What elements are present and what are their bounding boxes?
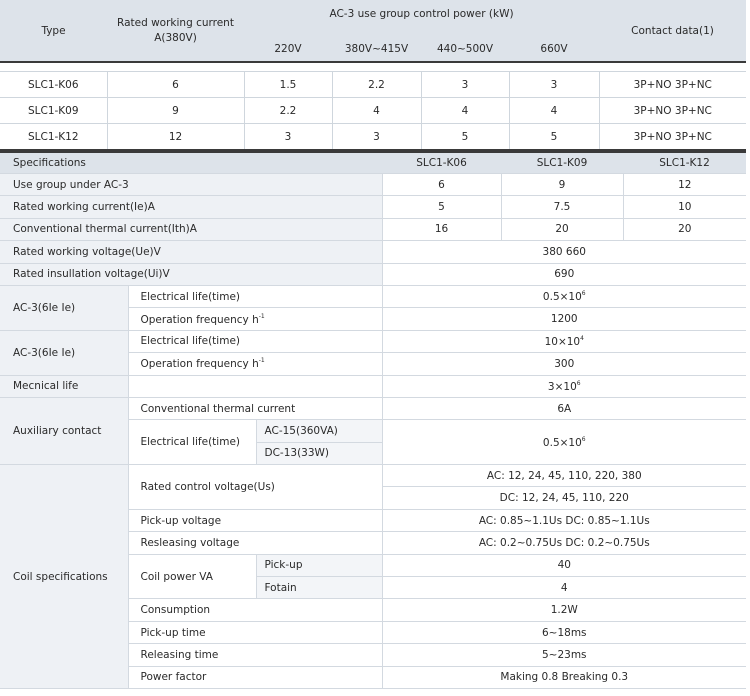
ac3-a-elec-life-value — [382, 285, 746, 307]
rated-current-k12: 10 — [623, 196, 746, 218]
ac3-b-elec-life-base: 10×10 — [544, 335, 581, 348]
ac3-a-label: AC-3(6Ie Ie) — [0, 285, 128, 330]
table-row — [0, 218, 746, 240]
ac3-a-elec-life-base: 0.5×10 — [542, 291, 582, 304]
coil-power-factor-label: Power factor — [128, 666, 382, 688]
header-ac3-power: AC-3 use group control power (kW) — [244, 0, 599, 36]
cell-p220: 3 — [244, 124, 332, 151]
mech-life-value — [382, 375, 746, 397]
coil-power-fotain-label: Fotain — [256, 577, 382, 599]
coil-pickup-time-value: 6~18ms — [382, 621, 746, 643]
table-row — [0, 196, 746, 218]
cell-p440: 3 — [421, 72, 509, 98]
cell-p220: 1.5 — [244, 72, 332, 98]
coil-power-pickup-label: Pick-up — [256, 554, 382, 576]
header-voltage-440: 440~500V — [421, 36, 509, 62]
cell-type: SLC1-K12 — [0, 124, 107, 151]
header-k12: SLC1-K12 — [623, 152, 746, 174]
ac3-a-op-freq-label — [128, 308, 382, 330]
header-rated-current-line1: Rated working current — [117, 17, 234, 29]
ac3-b-op-freq-exp: -1 — [258, 357, 265, 365]
cell-p440: 4 — [421, 98, 509, 124]
header-k06: SLC1-K06 — [382, 152, 501, 174]
thermal-current-k06: 16 — [382, 218, 501, 240]
ac3-a-elec-life-label: Electrical life(time) — [128, 285, 382, 307]
cell-p660: 5 — [509, 124, 599, 151]
specifications-table — [0, 151, 746, 689]
header-contact-data: Contact data(1) — [599, 0, 746, 62]
ac3-b-elec-life-exp: 4 — [580, 334, 584, 342]
table-row — [0, 465, 746, 487]
insulation-voltage-value: 690 — [382, 263, 746, 285]
aux-label: Auxiliary contact — [0, 397, 128, 464]
coil-rated-voltage-dc: DC: 12, 24, 45, 110, 220 — [382, 487, 746, 509]
aux-elec-life-base: 0.5×10 — [542, 436, 582, 449]
table-row — [0, 124, 746, 151]
rated-current-k06: 5 — [382, 196, 501, 218]
coil-release-voltage-value: AC: 0.2~0.75Us DC: 0.2~0.75Us — [382, 532, 746, 554]
aux-elec-life-label: Electrical life(time) — [128, 420, 256, 465]
ac3-b-elec-life-value — [382, 330, 746, 352]
coil-pickup-voltage-label: Pick-up voltage — [128, 509, 382, 531]
cell-p660: 3 — [509, 72, 599, 98]
table-row — [0, 174, 746, 196]
mech-life-empty — [128, 375, 382, 397]
rated-current-k09: 7.5 — [501, 196, 623, 218]
coil-power-pickup-value: 40 — [382, 554, 746, 576]
table-row — [0, 330, 746, 352]
coil-rated-voltage-label: Rated control voltage(Us) — [128, 465, 382, 510]
cell-p660: 4 — [509, 98, 599, 124]
use-group-k06: 6 — [382, 174, 501, 196]
mech-life-exp: 6 — [576, 379, 581, 387]
aux-elec-life-exp: 6 — [581, 435, 586, 443]
header-rated-current — [107, 0, 244, 62]
cell-p380: 3 — [332, 124, 421, 151]
header-type: Type — [0, 0, 107, 62]
aux-ac15: AC-15(360VA) — [256, 420, 382, 442]
coil-consumption-label: Consumption — [128, 599, 382, 621]
table-row — [0, 98, 746, 124]
header-voltage-380: 380V~415V — [332, 36, 421, 62]
header-k09: SLC1-K09 — [501, 152, 623, 174]
mech-life-base: 3×10 — [547, 380, 577, 393]
spec-header-row — [0, 152, 746, 174]
coil-consumption-value: 1.2W — [382, 599, 746, 621]
cell-p440: 5 — [421, 124, 509, 151]
coil-power-fotain-value: 4 — [382, 577, 746, 599]
rated-voltage-label: Rated working voltage(Ue)V — [0, 241, 382, 263]
ac3-a-op-freq-text: Operation frequency h — [140, 313, 259, 326]
ac3-b-op-freq-text: Operation frequency h — [140, 358, 259, 371]
ac3-b-op-freq-label — [128, 353, 382, 375]
table-row — [0, 285, 746, 307]
coil-label: Coil specifications — [0, 465, 128, 689]
cell-p380: 2.2 — [332, 72, 421, 98]
cell-p380: 4 — [332, 98, 421, 124]
header-voltage-660: 660V — [509, 36, 599, 62]
coil-rated-voltage-ac: AC: 12, 24, 45, 110, 220, 380 — [382, 465, 746, 487]
use-group-label: Use group under AC-3 — [0, 174, 382, 196]
coil-pickup-time-label: Pick-up time — [128, 621, 382, 643]
coil-pickup-voltage-value: AC: 0.85~1.1Us DC: 0.85~1.1Us — [382, 509, 746, 531]
coil-power-label: Coil power VA — [128, 554, 256, 599]
spacer — [0, 62, 746, 72]
cell-current: 6 — [107, 72, 244, 98]
use-group-k09: 9 — [501, 174, 623, 196]
cell-contact: 3P+NO 3P+NC — [599, 72, 746, 98]
thermal-current-label: Conventional thermal current(Ith)A — [0, 218, 382, 240]
coil-release-voltage-label: Resleasing voltage — [128, 532, 382, 554]
ac3-a-op-freq-value: 1200 — [382, 308, 746, 330]
ac3-a-op-freq-exp: -1 — [258, 312, 265, 320]
cell-contact: 3P+NO 3P+NC — [599, 124, 746, 151]
header-rated-current-line2: A(380V) — [154, 32, 197, 44]
ac3-a-elec-life-exp: 6 — [581, 290, 586, 298]
coil-release-time-label: Releasing time — [128, 644, 382, 666]
mech-life-label: Mecnical life — [0, 375, 128, 397]
ac3-b-elec-life-label: Electrical life(time) — [128, 330, 382, 352]
cell-current: 12 — [107, 124, 244, 151]
ac3-b-label: AC-3(6Ie Ie) — [0, 330, 128, 375]
cell-type: SLC1-K09 — [0, 98, 107, 124]
rated-voltage-value: 380 660 — [382, 241, 746, 263]
aux-thermal-label: Conventional thermal current — [128, 397, 382, 419]
use-group-k12: 12 — [623, 174, 746, 196]
power-table — [0, 0, 746, 151]
aux-thermal-value: 6A — [382, 397, 746, 419]
coil-power-factor-value: Making 0.8 Breaking 0.3 — [382, 666, 746, 688]
cell-current: 9 — [107, 98, 244, 124]
table-row — [0, 375, 746, 397]
thermal-current-k09: 20 — [501, 218, 623, 240]
table-row — [0, 241, 746, 263]
cell-type: SLC1-K06 — [0, 72, 107, 98]
aux-elec-life-value — [382, 420, 746, 465]
table-row — [0, 72, 746, 98]
aux-dc13: DC-13(33W) — [256, 442, 382, 464]
header-specifications: Specifications — [0, 152, 382, 174]
cell-p220: 2.2 — [244, 98, 332, 124]
insulation-voltage-label: Rated insullation voltage(Ui)V — [0, 263, 382, 285]
header-voltage-220: 220V — [244, 36, 332, 62]
table-row — [0, 397, 746, 419]
table-row — [0, 263, 746, 285]
thermal-current-k12: 20 — [623, 218, 746, 240]
coil-release-time-value: 5~23ms — [382, 644, 746, 666]
ac3-b-op-freq-value: 300 — [382, 353, 746, 375]
rated-current-label: Rated working current(Ie)A — [0, 196, 382, 218]
cell-contact: 3P+NO 3P+NC — [599, 98, 746, 124]
